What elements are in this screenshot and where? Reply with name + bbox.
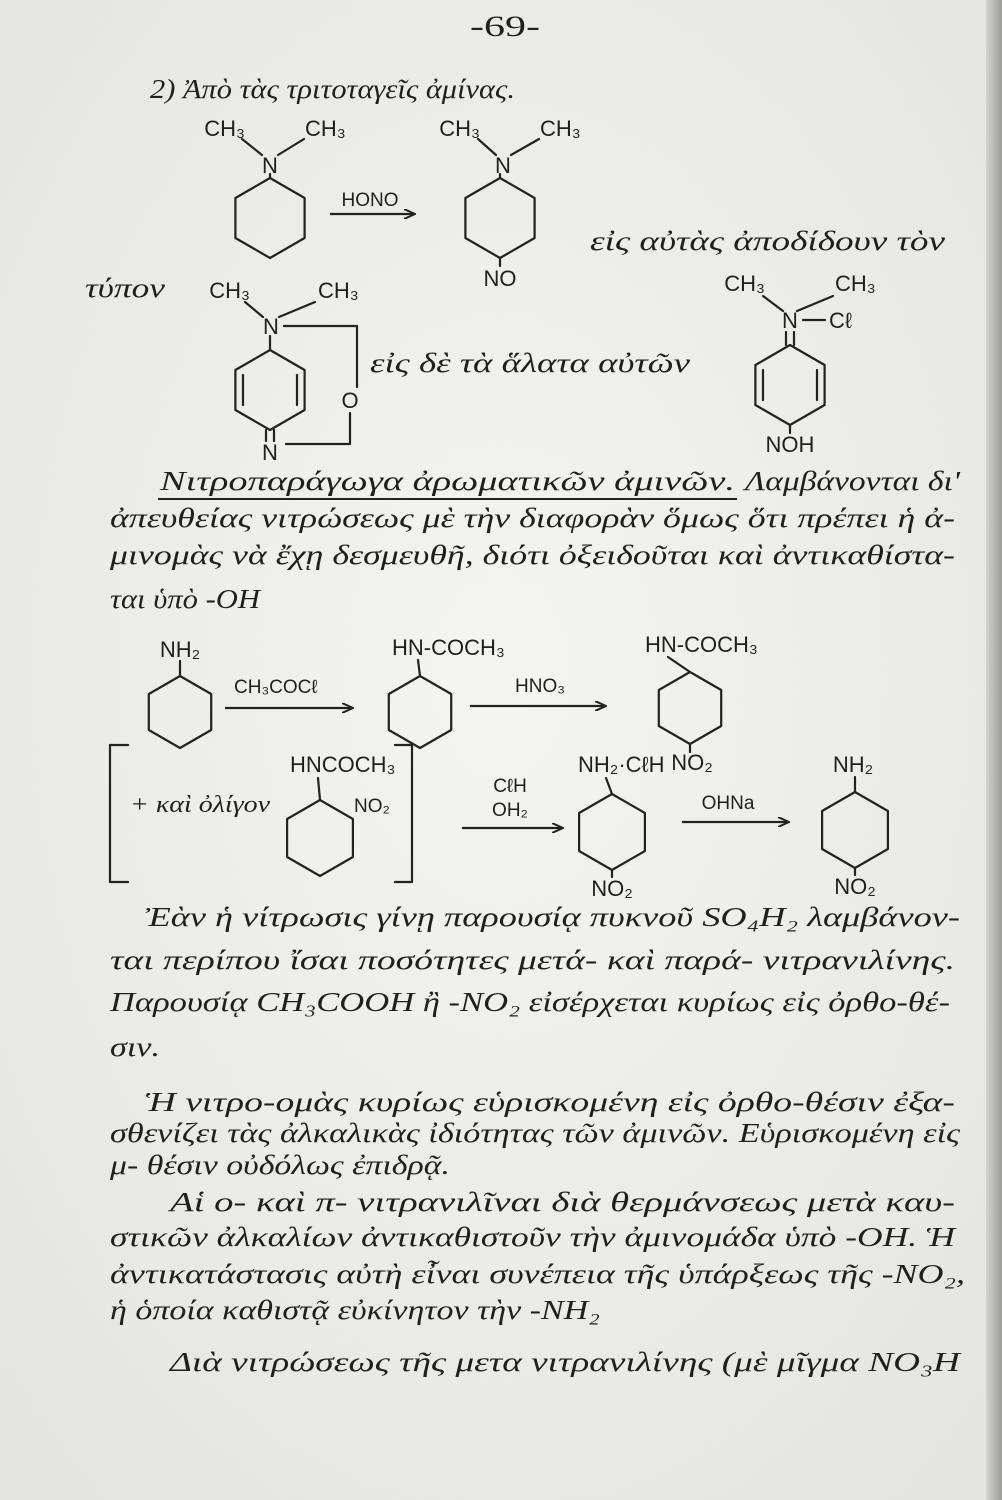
nitrogen-label: N <box>262 153 278 178</box>
bridge-oxygen-label: O <box>341 388 359 413</box>
text-gives-formula: εἰς αὐτὰς ἀποδίδουν τὸν <box>590 226 946 256</box>
nitro-group-label: NO₂ <box>354 796 390 817</box>
nitro-group-label: NO₂ <box>834 874 876 899</box>
page-edge-shadow <box>986 0 1002 1500</box>
text-type: τύπον <box>85 273 166 303</box>
methyl-right-label: CH₃ <box>835 271 876 296</box>
methyl-left-label: CH₃ <box>724 271 765 296</box>
acetamido-group-label: HN-COCH₃ <box>645 632 758 657</box>
body-line: Αἱ ο- καὶ π- νιτρανιλῖναι διὰ θερμάνσεως μετὰ καυ- <box>167 1187 956 1217</box>
methyl-right-label: CH₃ <box>318 278 359 303</box>
text-salts: εἰς δὲ τὰ ἅλατα αὐτῶν <box>370 348 691 378</box>
nitrogen-label: N <box>495 153 511 178</box>
body-line: Διὰ νιτρώσεως τῆς μετα νιτρανιλίνης (μὲ μῖγμα NO₃H <box>168 1347 963 1377</box>
section-heading: Νιτροπαράγωγα ἀρωματικῶν ἀμινῶν. <box>158 466 736 496</box>
intro-line: ται ὑπὸ -OH <box>110 584 262 614</box>
methyl-right-label: CH₃ <box>305 116 346 141</box>
reagent-nitric-acid-label: HNO₃ <box>515 676 565 697</box>
ammonium-group-label: NH₂·CℓH <box>578 752 665 777</box>
reagent-acetyl-chloride-label: CH₃COCℓ <box>234 677 318 698</box>
body-line: ἀντικατάστασις αὐτὴ εἶναι συνέπεια τῆς ὑπάρξεως τῆς -NO₂, <box>110 1259 965 1289</box>
body-line: σθενίζει τὰς ἀλκαλικὰς ἰδιότητας τῶν ἀμινῶν. Εὑρισκομένη εἰς <box>110 1118 962 1148</box>
acetamido-group-label: HNCOCH₃ <box>290 752 396 777</box>
side-product-note: + καὶ ὀλίγον <box>130 792 271 818</box>
body-line: στικῶν ἀλκαλίων ἀντικαθιστοῦν τὴν ἀμινομάδα ὑπὸ -OH. Ἡ <box>110 1222 958 1252</box>
amino-group-label: NH₂ <box>832 752 874 777</box>
acetamido-group-label: HN-COCH₃ <box>392 635 505 660</box>
body-line: σιν. <box>110 1032 160 1062</box>
nitroso-group-label: NO <box>483 266 517 291</box>
body-line: Παρουσίᾳ CH₃COOH ἢ -NO₂ εἰσέρχεται κυρίως εἰς ὀρθο-θέ- <box>108 987 951 1017</box>
reagent-sodium-hydroxide-label: OHNa <box>701 793 755 814</box>
heading-tail-text: Λαμβάνονται δι' <box>741 466 962 496</box>
reagent-hydrochloric-acid-label: CℓH <box>493 776 527 797</box>
methyl-left-label: CH₃ <box>204 116 245 141</box>
body-line: ται περίπου ἴσαι ποσότητες μετά- καὶ παρά- νιτρανιλίνης. <box>110 945 956 975</box>
reagent-hono-label: HONO <box>341 190 399 211</box>
nitrogen-top-label: N <box>263 314 279 339</box>
reagent-water-label: OH₂ <box>492 800 528 821</box>
page-number: -69- <box>470 10 540 43</box>
methyl-left-label: CH₃ <box>209 278 250 303</box>
body-line: Ἡ νιτρο-ομὰς κυρίως εὑρισκομένη εἰς ὀρθο-θέσιν ἐξα- <box>145 1087 955 1117</box>
amino-group-label: NH₂ <box>159 637 201 662</box>
oxime-group-label: NOH <box>765 432 815 457</box>
nitro-group-label: NO₂ <box>591 876 633 901</box>
body-line: Ἐὰν ἡ νίτρωσις γίνῃ παρουσίᾳ πυκνοῦ SO₄H₂ λαμβάνον- <box>145 902 961 932</box>
intro-line: ἀπευθείας νιτρώσεως μὲ τὴν διαφορὰν ὅμως ὅτι πρέπει ἡ ἀ- <box>110 503 956 533</box>
body-line: ἡ ὁποία καθιστᾷ εὐκίνητον τὴν -NH₂ <box>110 1295 600 1325</box>
chloride-label: Cℓ <box>829 308 852 333</box>
methyl-right-label: CH₃ <box>540 116 581 141</box>
methyl-left-label: CH₃ <box>439 116 480 141</box>
nitrogen-label: N <box>782 308 798 333</box>
intro-line: μινομὰς νὰ ἔχῃ δεσμευθῆ, διότι ὀξειδοῦται καὶ ἀντικαθίστα- <box>108 540 956 570</box>
nitrogen-bottom-label: N <box>262 440 278 465</box>
section-title: 2) Ἀπὸ τὰς τριτοταγεῖς ἀμίνας. <box>150 74 515 104</box>
body-line: μ- θέσιν οὐδόλως ἐπιδρᾷ. <box>108 1150 450 1180</box>
nitro-group-label: NO₂ <box>671 750 713 775</box>
